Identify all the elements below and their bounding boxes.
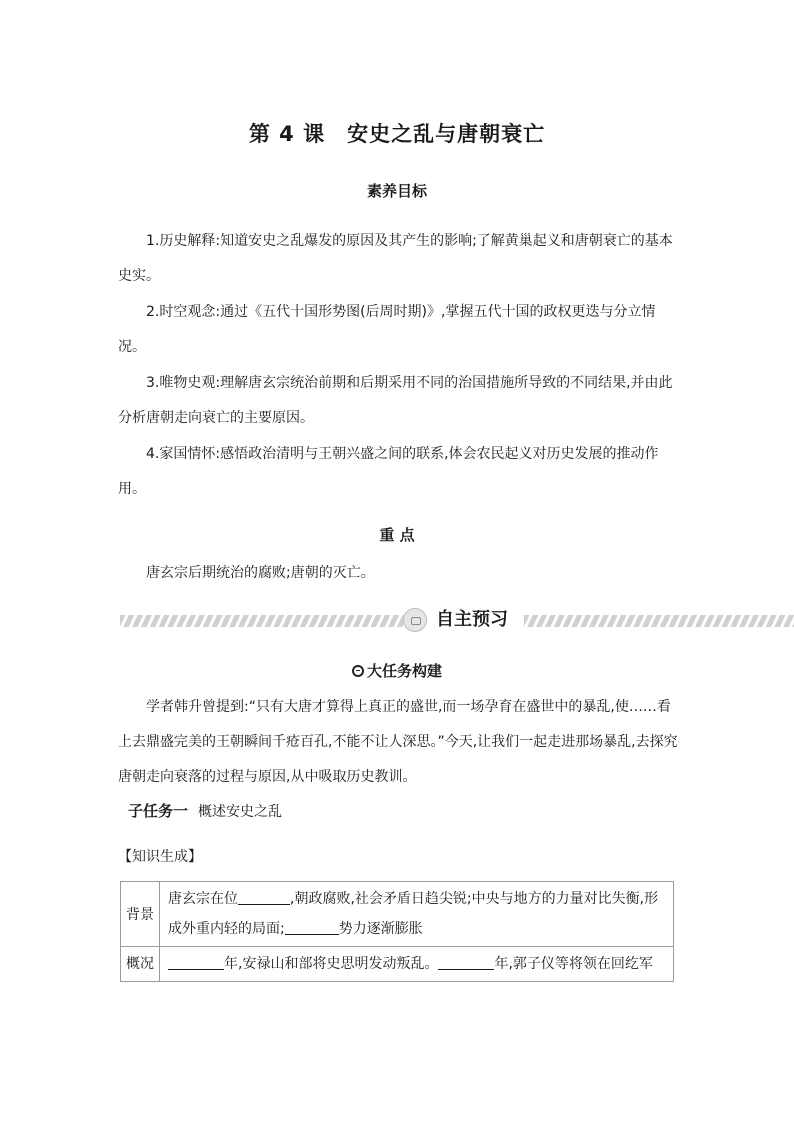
big-task-text: 学者韩升曾提到:“只有大唐才算得上真正的盛世,而一场孕育在盛世中的暴乱,使……看上去鼎盛完美的王朝瞬间千疮百孔,不能不让人深思。”今天,让我们一起走进那场暴乱,去探究唐朝走向衰落的过程与原因,从中吸取历史教训。 [118,699,678,785]
row-body-overview [160,947,674,982]
key-points-heading: 重 点 [379,526,415,544]
fill-blank[interactable] [438,954,494,970]
fill-blank[interactable] [238,889,290,905]
preview-banner [120,607,794,633]
subtask-desc: 概述安史之乱 [198,804,283,820]
ov-text-2: 年,安禄山和部将史思明发动叛乱。 [224,956,439,972]
bg-text-2: ,朝政腐败,社会矛盾日趋尖锐;中央与地方的力量对比失衡,形成外重内轻的局面; [168,891,659,937]
knowledge-heading: 【知识生成】 [118,849,202,865]
goal-item-4: 4.家国情怀:感悟政治清明与王朝兴盛之间的联系,体会农民起义对历史发展的推动作用。 [118,446,659,497]
big-task-title-text: 大任务构建 [366,662,442,680]
subtask-label: 子任务一 [128,802,189,820]
row-body-background [160,882,674,947]
subtask-header [128,800,282,821]
ov-text-3: 年,郭子仪等将领在回纥军 [494,956,653,972]
key-points-text: 唐玄宗后期统治的腐败;唐朝的灭亡。 [146,565,375,581]
lesson-title: 第 4 课 安史之乱与唐朝衰亡 [248,122,546,146]
banner-stripe-left [120,615,410,627]
fill-blank[interactable] [168,954,224,970]
goals-heading: 素养目标 [366,182,427,200]
big-task-title [0,660,794,681]
book-circle-icon [403,608,427,632]
row-head-background: 背景 [121,882,160,947]
bg-text-1: 唐玄宗在位 [168,891,238,907]
banner-stripe-right [524,615,794,627]
goal-item-1: 1.历史解释:知道安史之乱爆发的原因及其产生的影响;了解黄巢起义和唐朝衰亡的基本史实。 [118,233,673,284]
table-row [121,882,674,947]
banner-label: 自主预习 [436,609,508,630]
table-row [121,947,674,982]
goal-item-2: 2.时空观念:通过《五代十国形势图(后周时期)》,掌握五代十国的政权更迭与分立情况。 [118,304,656,355]
bg-text-3: 势力逐渐膨胀 [338,921,423,937]
task-ring-icon [352,665,364,677]
goal-item-3: 3.唯物史观:理解唐玄宗统治前期和后期采用不同的治国措施所导致的不同结果,并由此分析唐朝走向衰亡的主要原因。 [118,375,673,426]
fill-blank[interactable] [285,919,339,935]
row-head-overview: 概况 [121,947,160,982]
knowledge-table [120,881,674,982]
